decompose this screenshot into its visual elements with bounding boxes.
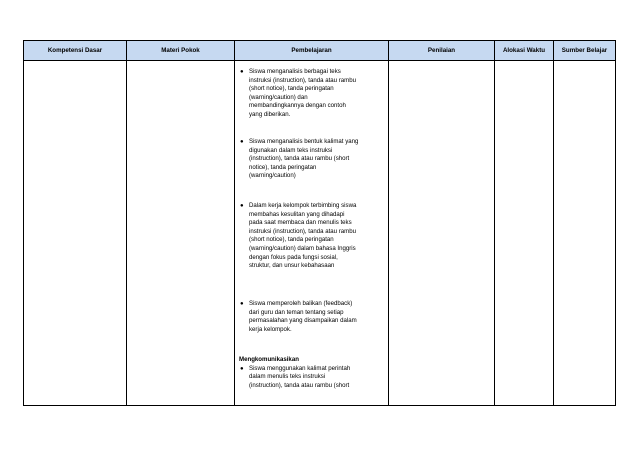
bullet-text: Siswa menggunakan kalimat perintah dalam menulis teks instruksi (instruction), tanda atau rambu (short — [249, 364, 351, 389]
header-sumber-belajar: Sumber Belajar — [554, 41, 616, 61]
cell-pembelajaran — [235, 61, 389, 406]
bullet-icon: ● — [240, 69, 244, 75]
section-heading: Mengkomunikasikan — [239, 356, 299, 363]
header-kompetensi-dasar: Kompetensi Dasar — [24, 41, 127, 61]
cell-penilaian — [389, 61, 495, 406]
list-item — [239, 138, 384, 181]
bullet-icon: ● — [240, 203, 244, 209]
header-penilaian: Penilaian — [389, 41, 495, 61]
bullet-icon: ● — [240, 139, 244, 145]
header-materi-pokok: Materi Pokok — [127, 41, 235, 61]
list-item — [239, 68, 384, 120]
bullet-text: Siswa menganalisis bentuk kalimat yang digunakan dalam teks instruksi (instruction), tanda atau rambu (short notice), tanda peringatan (warning/caution) — [249, 138, 359, 180]
bullet-icon: ● — [240, 365, 244, 372]
list-item — [239, 300, 384, 334]
bullet-text: Siswa menganalisis berbagai teks instruksi (instruction), tanda atau rambu (short notice), tanda peringatan (warning/caution) dan membandingkannya dengan contoh yang diberikan. — [249, 68, 357, 118]
header-pembelajaran: Pembelajaran — [235, 41, 389, 61]
bullet-text: Siswa memperoleh balikan (feedback) dari guru dan teman tentang setiap permasalahan yang disampaikan dalam kerja kelompok. — [249, 300, 357, 333]
bullet-icon: ● — [240, 301, 244, 307]
bullet-text: Dalam kerja kelompok terbimbing siswa membahas kesulitan yang dihadapi pada saat membaca dan menulis teks instruksi (instruction), tanda atau rambu (short notice), tanda peringatan (warning/caution) dalam bahasa Inggris dengan fokus pada fungsi sosial, struktur, dan unsur kebahasaan — [249, 202, 357, 270]
table-header-row — [24, 41, 616, 61]
table-row — [24, 61, 616, 406]
header-alokasi-waktu: Alokasi Waktu — [495, 41, 554, 61]
cell-alokasi-waktu — [495, 61, 554, 406]
section-mengkomunikasikan — [239, 356, 384, 390]
list-item — [239, 365, 384, 391]
syllabus-table — [23, 40, 616, 406]
cell-sumber-belajar — [554, 61, 616, 406]
cell-kompetensi-dasar — [24, 61, 127, 406]
cell-materi-pokok — [127, 61, 235, 406]
list-item — [239, 202, 384, 271]
